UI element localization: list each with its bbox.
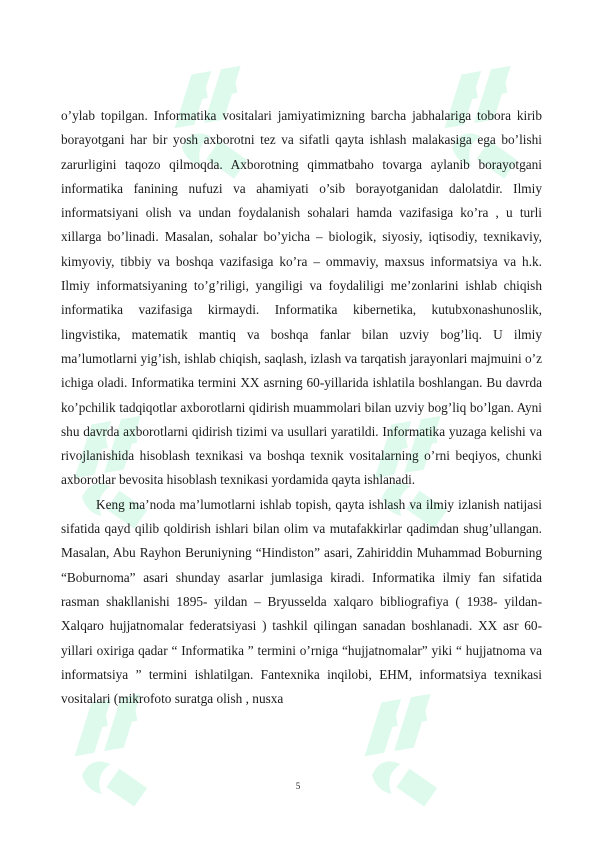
- paragraph: Keng ma’noda ma’lumotlarni ishlab topish, qayta ishlash va ilmiy izlanish natijasi sifatida qayd qilib qoldirish ishlari bilan olim va mutafakkirlar qadimdan shug’ullangan. Masalan, Abu Rayhon Beruniyning “Hindiston” asari, Zahiriddin Muhammad Boburning “Boburnoma” asari shunday asarlar jumlasiga kiradi. Informatika ilmiy fan sifatida rasman shakllanishi 1895- yildan – Bryusselda xalqaro bibliografiya ( 1938- yildan-Xalqaro hujjatnomalar federatsiyasi ) tashkil qilingan sanadan boshlanadi. XX asr 60- yillari oxiriga qadar “ Informatika ” termini o’rniga “hujjatnomalar” yiki “ hujjatnoma va informatsiya ” termini ishlatilgan. Fantexnika inqilobi, EHM, informatsiya texnikasi vositalari (mikrofoto suratga olish , nusxa: [61, 496, 542, 707]
- watermark-logo-icon: [66, 694, 160, 816]
- watermark-logo-icon: [356, 694, 450, 816]
- paragraph: o’ylab topilgan. Informatika vositalari jamiyatimizning barcha jabhalariga tobora kirib borayotgani har bir yosh axborotni tez va sifatli qayta ishlash malakasiga ega bo’lishi zarurligini taqozo qilmoqda. Axborotning qimmatbaho tovarga aylanib borayotgani informatika fanining nufuzi va ahamiyati o’sib borayotganidan dalolatdir. Ilmiy informatsiyani olish va undan foydalanish sohalari hamda vazifasiga ko’ra , u turli xillarga bo’linadi. Masalan, sohalar bo’yicha – biologik, siyosiy, iqtisodiy, texnikaviy, kimyoviy, tibbiy va boshqa vazifasiga ko’ra – ommaviy, maxsus informatsiya va h.k. Ilmiy informatsiyaning to’g’riligi, yangiligi va foydaliligi me’zonlarini ishlab chiqish informatika vazifasiga kirmaydi. Informatika kibernetika, kutubxonashunoslik, lingvistika, matematik mantiq va boshqa fanlar bilan uzviy bog’liq. U ilmiy ma’lumotlarni yig’ish, ishlab chiqish, saqlash, izlash va tarqatish jarayonlari majmuini o’z ichiga oladi. Informatika termini XX asrning 60-yillarida ishlatila boshlangan. Bu davrda ko’pchilik tadqiqotlar axborotlarni qidirish muammolari bilan uzviy bog’liq bo’lgan. Ayni shu davrda axborotlarni qidirish tizimi va usullari yaratildi. Informatika yuzaga kelishi va rivojlanishida hisoblash texnikasi va boshqa texnik vositalarning o’rni beqiyos, chunki axborotlar bevosita hisoblash texnikasi yordamida qayta ishlanadi.: [61, 108, 542, 488]
- document-body: [61, 104, 542, 711]
- page-number: 5: [295, 781, 301, 791]
